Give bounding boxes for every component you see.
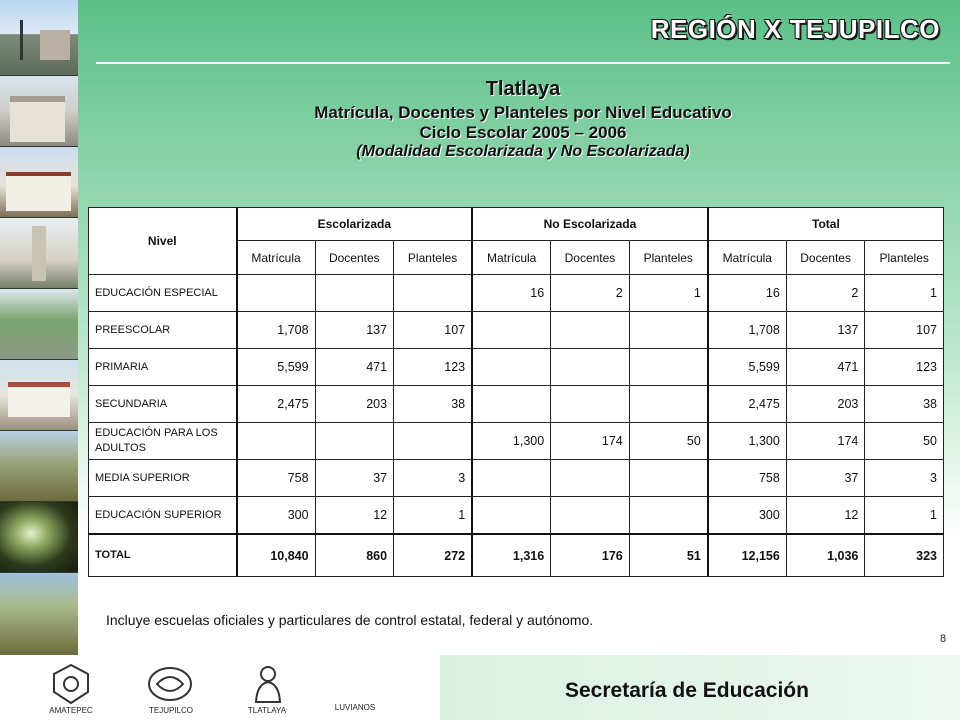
title-block (96, 78, 950, 161)
value-cell (472, 386, 551, 423)
value-cell: 300 (237, 497, 316, 535)
value-cell (551, 386, 630, 423)
value-cell: 137 (786, 312, 865, 349)
nivel-cell: EDUCACIÓN PARA LOS ADULTOS (89, 423, 237, 460)
table-row (89, 312, 944, 349)
value-cell: 471 (315, 349, 394, 386)
value-cell: 1,036 (786, 534, 865, 577)
value-cell: 1 (865, 275, 944, 312)
value-cell: 3 (394, 460, 473, 497)
value-cell: 471 (786, 349, 865, 386)
value-cell: 860 (315, 534, 394, 577)
subheader-planteles: Planteles (629, 241, 708, 275)
value-cell: 1,300 (708, 423, 787, 460)
table-row (89, 386, 944, 423)
photo-town-street (0, 0, 78, 75)
value-cell: 758 (237, 460, 316, 497)
subheader-matricula: Matrícula (237, 241, 316, 275)
value-cell: 38 (865, 386, 944, 423)
table-row (89, 275, 944, 312)
value-cell: 2,475 (237, 386, 316, 423)
value-cell: 51 (629, 534, 708, 577)
table-row (89, 497, 944, 535)
value-cell (472, 349, 551, 386)
value-cell (629, 497, 708, 535)
footnote: Incluye escuelas oficiales y particulares de control estatal, federal y autónomo. (106, 612, 594, 628)
header-divider (96, 62, 950, 64)
subheader-matricula: Matrícula (472, 241, 551, 275)
value-cell: 12 (786, 497, 865, 535)
group-header-total: Total (708, 208, 944, 241)
table-row (89, 423, 944, 460)
table-row (89, 460, 944, 497)
value-cell (237, 275, 316, 312)
value-cell (551, 497, 630, 535)
value-cell: 5,599 (708, 349, 787, 386)
group-header-escolarizada: Escolarizada (237, 208, 473, 241)
value-cell: 1 (394, 497, 473, 535)
nivel-cell: EDUCACIÓN ESPECIAL (89, 275, 237, 312)
value-cell: 12,156 (708, 534, 787, 577)
value-cell (629, 349, 708, 386)
total-row (89, 534, 944, 577)
value-cell: 176 (551, 534, 630, 577)
subheader-planteles: Planteles (865, 241, 944, 275)
value-cell: 758 (708, 460, 787, 497)
photo-church (0, 76, 78, 146)
photo-school (0, 360, 78, 430)
luvianos-label: LUVIANOS (334, 703, 376, 712)
nivel-cell: PREESCOLAR (89, 312, 237, 349)
value-cell: 1 (629, 275, 708, 312)
value-cell (472, 497, 551, 535)
tlatlaya-label: TLATLAYA (247, 706, 287, 715)
nivel-cell: MEDIA SUPERIOR (89, 460, 237, 497)
value-cell: 2 (551, 275, 630, 312)
photo-cave (0, 502, 78, 572)
nivel-header: Nivel (89, 208, 237, 275)
value-cell: 174 (551, 423, 630, 460)
subheader-docentes: Docentes (315, 241, 394, 275)
value-cell (629, 312, 708, 349)
tejupilco-label: TEJUPILCO (148, 706, 193, 715)
subheader-docentes: Docentes (786, 241, 865, 275)
value-cell: 300 (708, 497, 787, 535)
value-cell (472, 312, 551, 349)
value-cell (394, 423, 473, 460)
value-cell: 37 (315, 460, 394, 497)
value-cell: 203 (786, 386, 865, 423)
value-cell (472, 460, 551, 497)
amatepec-label: AMATEPEC (49, 706, 93, 715)
value-cell: 16 (472, 275, 551, 312)
value-cell (315, 275, 394, 312)
photo-strip (0, 0, 78, 655)
value-cell (551, 460, 630, 497)
nivel-cell: SECUNDARIA (89, 386, 237, 423)
photo-mountains (0, 573, 78, 655)
value-cell: 323 (865, 534, 944, 577)
value-cell: 38 (394, 386, 473, 423)
cycle-title: Ciclo Escolar 2005 – 2006 (419, 123, 627, 142)
photo-building (0, 147, 78, 217)
photo-plaza (0, 289, 78, 359)
tlatlaya-logo-icon (243, 662, 293, 706)
value-cell: 1,300 (472, 423, 551, 460)
subheader-planteles: Planteles (394, 241, 473, 275)
page-number: 8 (940, 633, 947, 645)
value-cell: 3 (865, 460, 944, 497)
value-cell (629, 460, 708, 497)
nivel-cell: PRIMARIA (89, 349, 237, 386)
subheader-matricula: Matrícula (708, 241, 787, 275)
photo-hills (0, 431, 78, 501)
value-cell: 1,708 (237, 312, 316, 349)
group-header-no-escolarizada: No Escolarizada (472, 208, 708, 241)
subheader-docentes: Docentes (551, 241, 630, 275)
value-cell: 16 (708, 275, 787, 312)
nivel-cell: TOTAL (89, 534, 237, 577)
value-cell: 107 (394, 312, 473, 349)
value-cell: 50 (865, 423, 944, 460)
tejupilco-logo-icon (145, 662, 195, 706)
value-cell: 50 (629, 423, 708, 460)
municipio-title: Tlatlaya (485, 78, 561, 100)
value-cell (629, 386, 708, 423)
region-title: REGIÓN X TEJUPILCO (650, 14, 940, 44)
table-row (89, 349, 944, 386)
secretaria-label: Secretaría de Educación (565, 679, 809, 702)
value-cell (551, 349, 630, 386)
value-cell: 2,475 (708, 386, 787, 423)
modality-title: (Modalidad Escolarizada y No Escolarizada) (356, 143, 690, 160)
value-cell: 272 (394, 534, 473, 577)
photo-tower (0, 218, 78, 288)
value-cell: 37 (786, 460, 865, 497)
value-cell: 10,840 (237, 534, 316, 577)
value-cell: 5,599 (237, 349, 316, 386)
value-cell: 2 (786, 275, 865, 312)
amatepec-logo-icon (46, 662, 96, 706)
enrollment-table (88, 207, 944, 577)
value-cell: 137 (315, 312, 394, 349)
value-cell (315, 423, 394, 460)
nivel-cell: EDUCACIÓN SUPERIOR (89, 497, 237, 535)
value-cell: 1,708 (708, 312, 787, 349)
value-cell (551, 312, 630, 349)
subject-title: Matrícula, Docentes y Planteles por Nivel Educativo (314, 103, 732, 122)
value-cell: 123 (394, 349, 473, 386)
value-cell (394, 275, 473, 312)
value-cell: 107 (865, 312, 944, 349)
value-cell (237, 423, 316, 460)
value-cell: 203 (315, 386, 394, 423)
value-cell: 123 (865, 349, 944, 386)
value-cell: 1 (865, 497, 944, 535)
value-cell: 12 (315, 497, 394, 535)
value-cell: 1,316 (472, 534, 551, 577)
value-cell: 174 (786, 423, 865, 460)
